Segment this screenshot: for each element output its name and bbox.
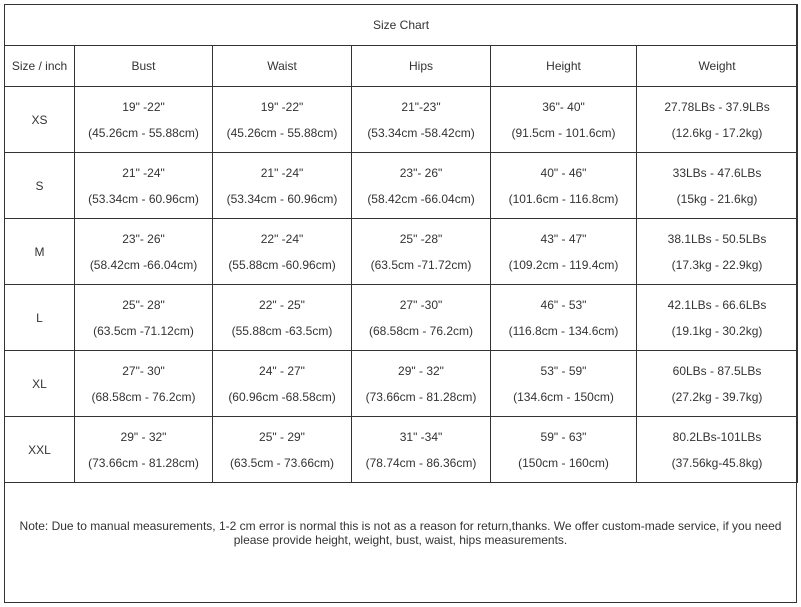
cm-value: (73.66cm - 81.28cm) — [88, 455, 199, 470]
kg-value: (19.1kg - 30.2kg) — [671, 323, 763, 338]
note-line-1: Note: Due to manual measurements, 1-2 cm error is normal this is not as a reason for return,thanks. We offer custom-made service, if you need — [19, 519, 782, 533]
height-cell — [491, 153, 637, 219]
kg-value: (12.6kg - 17.2kg) — [671, 125, 763, 140]
header-height: Height — [491, 46, 637, 87]
cm-value: (53.34cm -58.42cm) — [367, 125, 475, 140]
inch-value: 21" -24" — [260, 165, 304, 180]
title-row — [5, 5, 798, 46]
header-waist: Waist — [213, 46, 352, 87]
note-line-2: please provide height, weight, bust, waist, hips measurements. — [233, 533, 568, 547]
waist-cell — [213, 351, 352, 417]
inch-value: 36"- 40" — [542, 99, 585, 114]
hips-cell — [352, 351, 491, 417]
note-text — [4, 519, 797, 547]
size-label: S — [5, 153, 75, 219]
cm-value: (101.6cm - 116.8cm) — [508, 191, 619, 206]
size-label: XXL — [5, 417, 75, 483]
table-row — [5, 285, 798, 351]
inch-value: 22" - 25" — [259, 297, 305, 312]
inch-value: 53" - 59" — [540, 363, 587, 378]
cm-value: (45.26cm - 55.88cm) — [226, 125, 338, 140]
inch-value: 31" -34" — [399, 429, 443, 444]
hips-cell — [352, 285, 491, 351]
table-row — [5, 351, 798, 417]
inch-value: 23"- 26" — [399, 165, 443, 180]
table-row — [5, 153, 798, 219]
inch-value: 24" - 27" — [259, 363, 305, 378]
inch-value: 29" - 32" — [120, 429, 167, 444]
bust-cell — [75, 219, 213, 285]
waist-cell — [213, 417, 352, 483]
bust-cell — [75, 87, 213, 153]
cm-value: (68.58cm - 76.2cm) — [368, 323, 474, 338]
inch-value: 23"- 26" — [122, 231, 165, 246]
inch-value: 22" -24" — [260, 231, 304, 246]
cm-value: (53.34cm - 60.96cm) — [88, 191, 199, 206]
cm-value: (73.66cm - 81.28cm) — [365, 389, 477, 404]
size-chart-table — [4, 4, 798, 483]
cm-value: (55.88cm -60.96cm) — [228, 257, 336, 272]
inch-value: 25" - 29" — [259, 429, 305, 444]
hips-cell — [352, 153, 491, 219]
kg-value: (17.3kg - 22.9kg) — [671, 257, 763, 272]
weight-cell — [637, 351, 798, 417]
weight-cell — [637, 87, 798, 153]
cm-value: (63.5cm -71.72cm) — [370, 257, 472, 272]
cm-value: (55.88cm -63.5cm) — [231, 323, 333, 338]
waist-cell — [213, 153, 352, 219]
bust-cell — [75, 285, 213, 351]
lbs-value: 27.78LBs - 37.9LBs — [664, 99, 770, 114]
weight-cell — [637, 219, 798, 285]
height-cell — [491, 285, 637, 351]
waist-cell — [213, 285, 352, 351]
bust-cell — [75, 417, 213, 483]
cm-value: (63.5cm - 73.66cm) — [229, 455, 335, 470]
header-row — [5, 46, 798, 87]
inch-value: 27" -30" — [399, 297, 443, 312]
kg-value: (15kg - 21.6kg) — [676, 191, 758, 206]
inch-value: 25"- 28" — [122, 297, 165, 312]
bust-cell — [75, 153, 213, 219]
inch-value: 25" -28" — [399, 231, 443, 246]
table-row — [5, 417, 798, 483]
cm-value: (150cm - 160cm) — [518, 455, 609, 470]
lbs-value: 42.1LBs - 66.6LBs — [667, 297, 767, 312]
cm-value: (116.8cm - 134.6cm) — [508, 323, 619, 338]
cm-value: (134.6cm - 150cm) — [513, 389, 614, 404]
inch-value: 43" - 47" — [540, 231, 587, 246]
hips-cell — [352, 219, 491, 285]
inch-value: 29" - 32" — [398, 363, 444, 378]
cm-value: (63.5cm -71.12cm) — [93, 323, 194, 338]
kg-value: (37.56kg-45.8kg) — [671, 455, 763, 470]
header-bust: Bust — [75, 46, 213, 87]
header-weight: Weight — [637, 46, 798, 87]
size-label: XL — [5, 351, 75, 417]
table-row — [5, 87, 798, 153]
inch-value: 21" -24" — [122, 165, 165, 180]
hips-cell — [352, 87, 491, 153]
cm-value: (109.2cm - 119.4cm) — [508, 257, 619, 272]
inch-value: 19" -22" — [122, 99, 165, 114]
inch-value: 19" -22" — [260, 99, 304, 114]
height-cell — [491, 219, 637, 285]
lbs-value: 38.1LBs - 50.5LBs — [667, 231, 767, 246]
inch-value: 46" - 53" — [540, 297, 587, 312]
weight-cell — [637, 417, 798, 483]
inch-value: 21"-23" — [401, 99, 441, 114]
lbs-value: 33LBs - 47.6LBs — [672, 165, 762, 180]
cm-value: (58.42cm -66.04cm) — [89, 257, 198, 272]
cm-value: (91.5cm - 101.6cm) — [511, 125, 616, 140]
table-row — [5, 219, 798, 285]
height-cell — [491, 417, 637, 483]
cm-value: (68.58cm - 76.2cm) — [91, 389, 196, 404]
cm-value: (53.34cm - 60.96cm) — [226, 191, 338, 206]
size-label: XS — [5, 87, 75, 153]
inch-value: 27"- 30" — [122, 363, 165, 378]
waist-cell — [213, 87, 352, 153]
header-size: Size / inch — [5, 46, 75, 87]
lbs-value: 60LBs - 87.5LBs — [672, 363, 762, 378]
weight-cell — [637, 153, 798, 219]
bust-cell — [75, 351, 213, 417]
kg-value: (27.2kg - 39.7kg) — [671, 389, 763, 404]
hips-cell — [352, 417, 491, 483]
chart-title: Size Chart — [5, 5, 798, 46]
size-label: M — [5, 219, 75, 285]
waist-cell — [213, 219, 352, 285]
height-cell — [491, 351, 637, 417]
cm-value: (60.96cm -68.58cm) — [228, 389, 336, 404]
header-hips: Hips — [352, 46, 491, 87]
size-label: L — [5, 285, 75, 351]
inch-value: 59" - 63" — [540, 429, 587, 444]
inch-value: 40" - 46" — [540, 165, 587, 180]
height-cell — [491, 87, 637, 153]
weight-cell — [637, 285, 798, 351]
cm-value: (45.26cm - 55.88cm) — [88, 125, 199, 140]
lbs-value: 80.2LBs-101LBs — [672, 429, 762, 444]
cm-value: (78.74cm - 86.36cm) — [365, 455, 477, 470]
cm-value: (58.42cm -66.04cm) — [367, 191, 475, 206]
